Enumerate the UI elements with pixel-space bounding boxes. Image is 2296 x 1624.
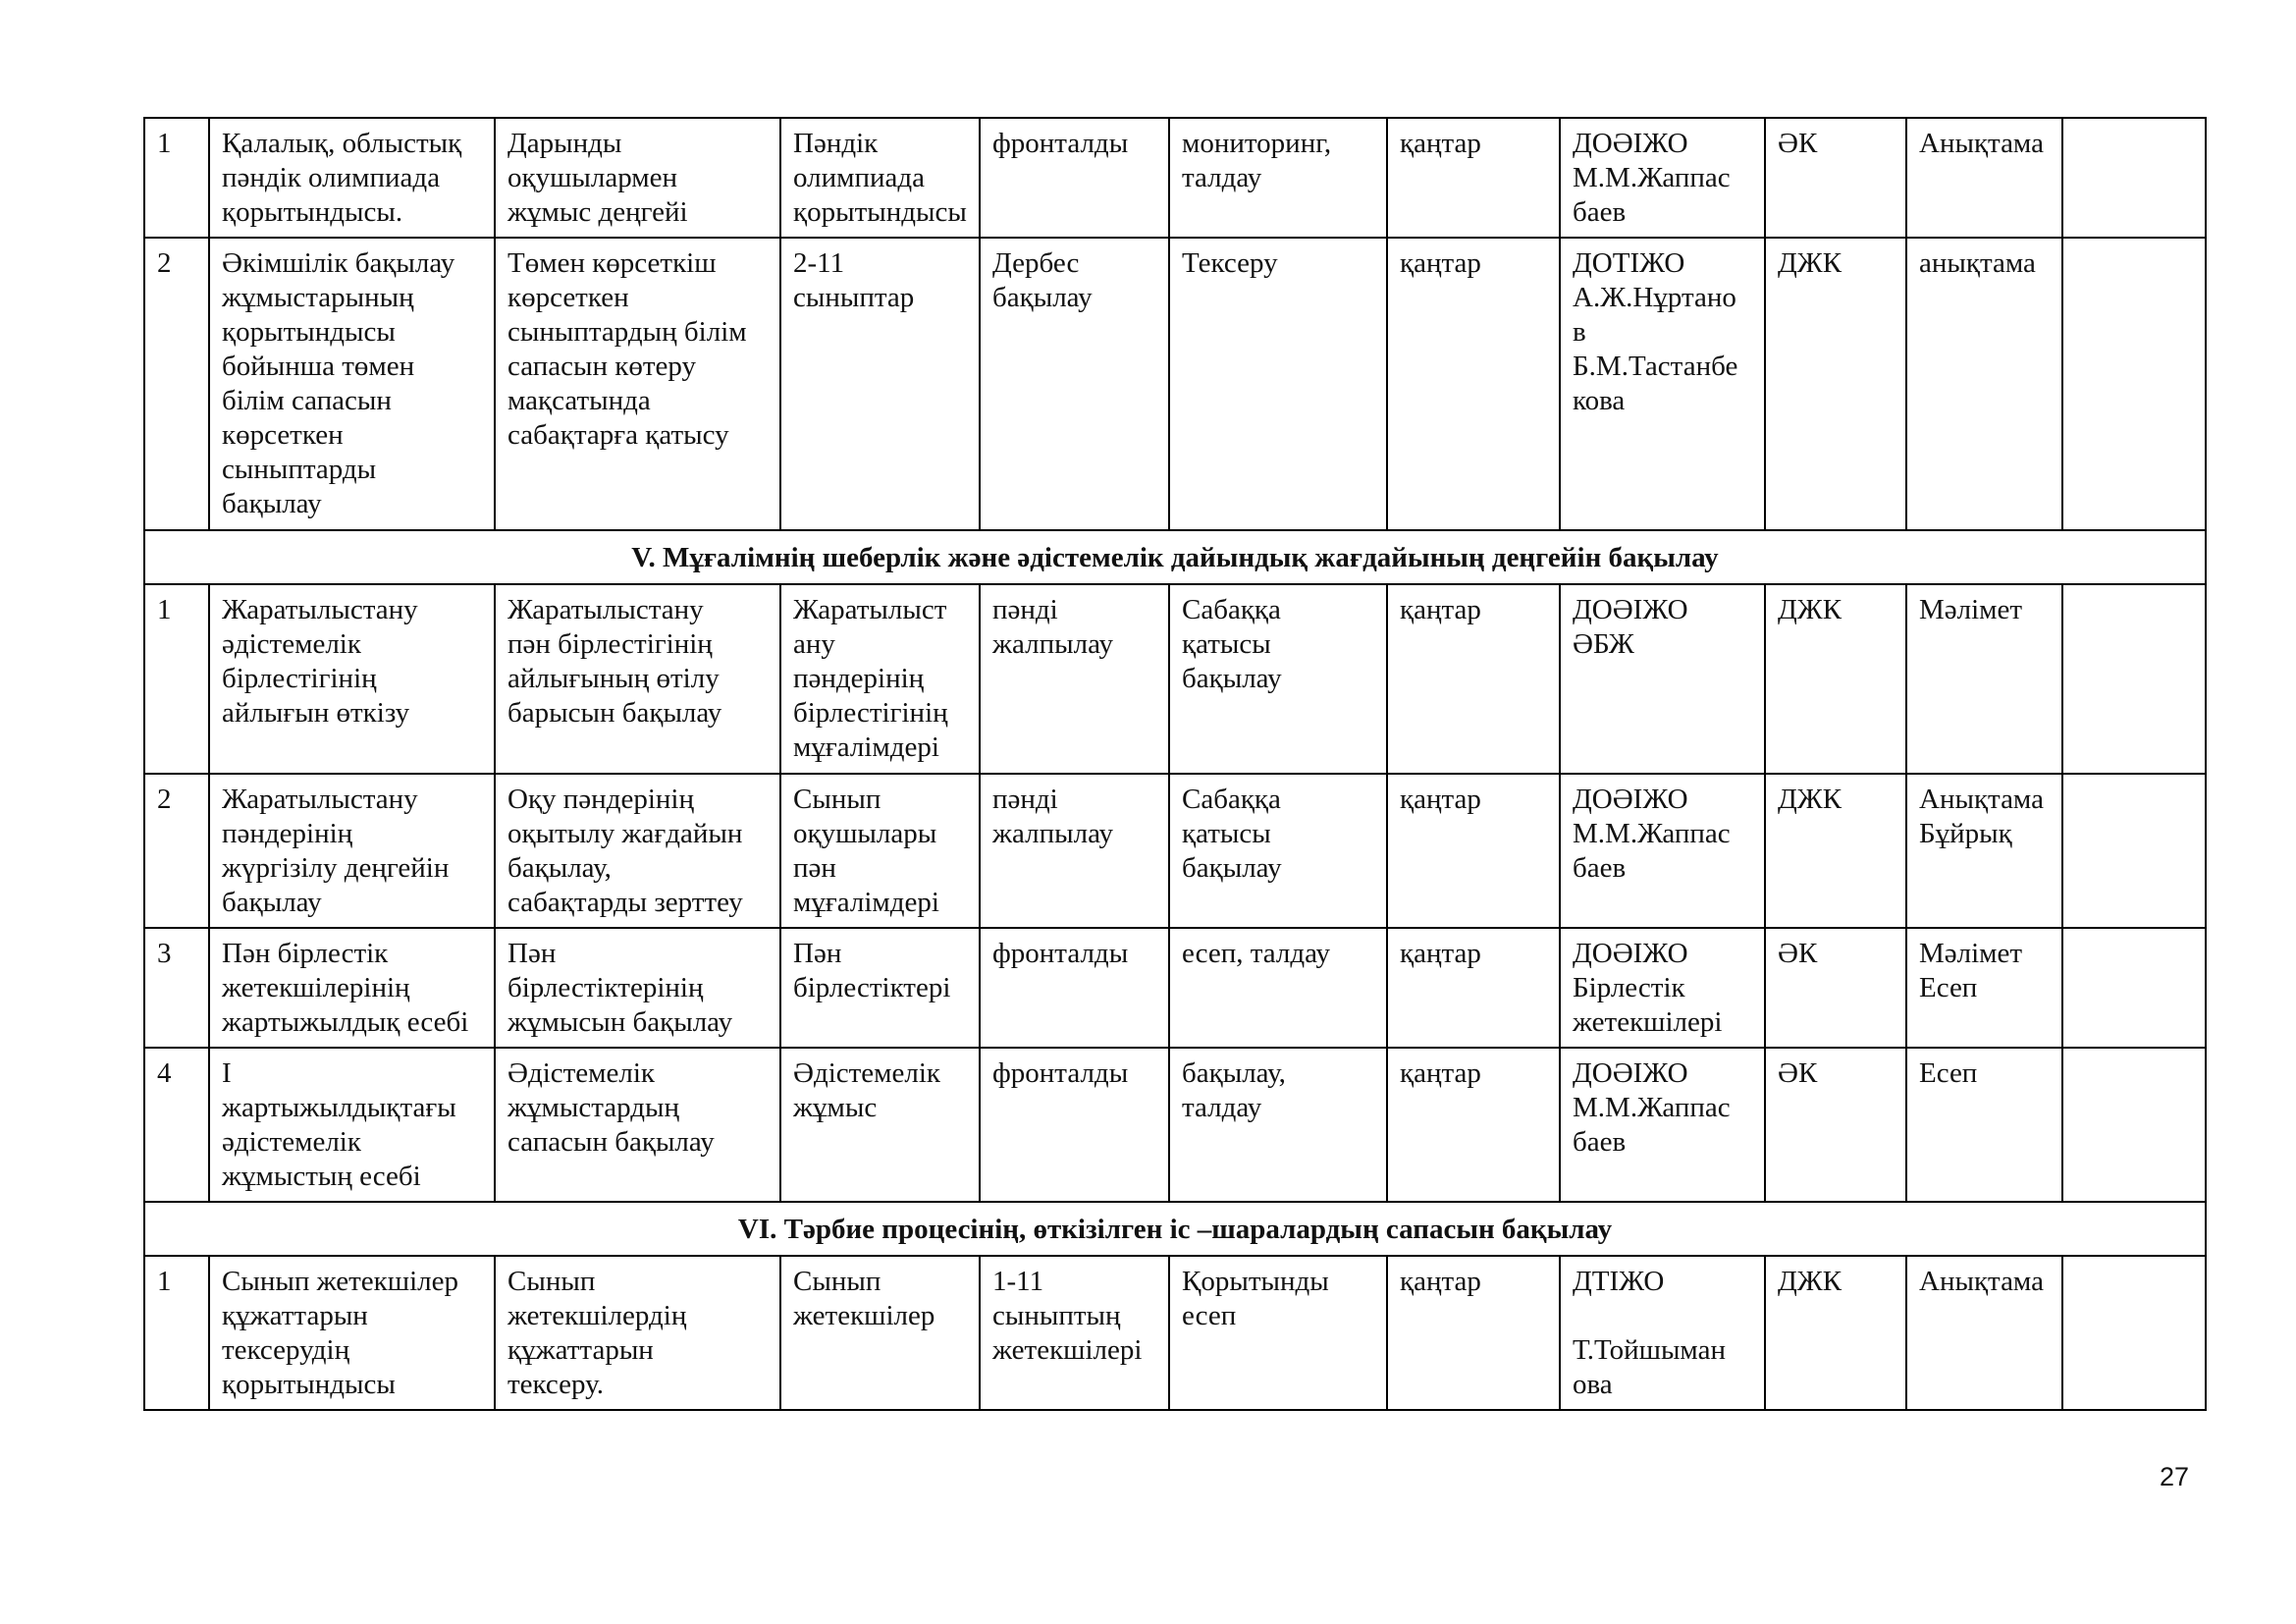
cell-line <box>2075 937 2195 971</box>
cell-line: бақылау <box>1182 663 1282 694</box>
cell-line: в <box>1573 316 1586 348</box>
cell-line: Қалалық, облыстық <box>222 128 462 159</box>
cell-line: ДОӘІЖО <box>1573 784 1688 815</box>
cell-line: ДОӘІЖО <box>1573 1057 1688 1089</box>
cell-line <box>2075 246 2195 281</box>
cell-line: Анықтама <box>1919 1266 2044 1297</box>
cell-line: жартыжылдық есебі <box>222 1006 469 1038</box>
cell-method <box>1169 1048 1387 1202</box>
table-row <box>144 584 2206 774</box>
cell-line: І <box>222 1057 232 1089</box>
cell-extra <box>2062 238 2206 530</box>
cell-line: пәнді <box>992 784 1058 815</box>
cell-place <box>1765 238 1906 530</box>
cell-content <box>209 584 495 774</box>
cell-line: бақылау <box>992 282 1093 313</box>
cell-date <box>1387 1256 1560 1410</box>
cell-method <box>1169 1256 1387 1410</box>
cell-num: 2 <box>144 238 209 530</box>
cell-line: пәндік олимпиада <box>222 162 441 193</box>
cell-result <box>1906 774 2062 928</box>
cell-line: Есеп <box>1919 1057 1978 1089</box>
cell-type <box>980 1048 1169 1202</box>
cell-line: талдау <box>1182 1092 1262 1123</box>
cell-num: 4 <box>144 1048 209 1202</box>
cell-line: Б.М.Тастанбе <box>1573 351 1738 382</box>
cell-line: жүргізілу деңгейін <box>222 852 450 884</box>
cell-line: Төмен көрсеткіш <box>507 247 717 279</box>
cell-content <box>209 1048 495 1202</box>
cell-line: ӘБЖ <box>1573 628 1634 660</box>
cell-line: ану <box>793 628 835 660</box>
cell-type <box>980 238 1169 530</box>
cell-line: баев <box>1573 1126 1627 1158</box>
cell-line: жұмыстарының <box>222 282 414 313</box>
cell-line: Сабаққа <box>1182 784 1281 815</box>
cell-place <box>1765 928 1906 1048</box>
cell-object <box>780 118 980 238</box>
cell-line: Сынып <box>793 1266 881 1297</box>
cell-line: ова <box>1573 1369 1613 1400</box>
cell-line: қаңтар <box>1400 247 1481 279</box>
cell-method <box>1169 774 1387 928</box>
cell-method <box>1169 118 1387 238</box>
cell-line: Т.Тойшыман <box>1573 1334 1726 1366</box>
cell-line: есеп <box>1182 1300 1237 1331</box>
cell-line: қаңтар <box>1400 594 1481 625</box>
cell-line: пәндерінің <box>222 818 353 849</box>
cell-type <box>980 1256 1169 1410</box>
cell-line: білім сапасын <box>222 385 392 416</box>
cell-line: жетекшілері <box>1573 1006 1723 1038</box>
section-header-row <box>144 530 2206 584</box>
cell-line: анықтама <box>1919 247 2036 279</box>
cell-line: қорытындысы <box>222 1369 396 1400</box>
cell-line: мақсатында <box>507 385 651 416</box>
cell-line: оқушылары <box>793 818 937 849</box>
cell-line: қаңтар <box>1400 128 1481 159</box>
cell-line: ДЖК <box>1778 594 1842 625</box>
cell-line: тексерудің <box>222 1334 350 1366</box>
cell-line: құжаттарын <box>222 1300 368 1331</box>
cell-content <box>209 928 495 1048</box>
cell-content <box>209 118 495 238</box>
cell-line: сыныптар <box>793 282 915 313</box>
cell-line: жетекшілері <box>992 1334 1143 1366</box>
cell-line: бірлестігінің <box>793 697 948 729</box>
cell-line: бақылау <box>1182 852 1282 884</box>
cell-line: Пән <box>507 938 557 969</box>
cell-line: ДОӘІЖО <box>1573 938 1688 969</box>
cell-num: 1 <box>144 1256 209 1410</box>
cell-line: 1-11 <box>992 1266 1044 1297</box>
cell-line: фронталды <box>992 938 1129 969</box>
cell-line: қорытындысы. <box>222 196 403 228</box>
cell-place <box>1765 1256 1906 1410</box>
cell-line: пән <box>793 852 836 884</box>
cell-content <box>209 1256 495 1410</box>
cell-line: жұмыс <box>793 1092 878 1123</box>
cell-line: Сынып жетекшілер <box>222 1266 458 1297</box>
cell-line: жетекшілер <box>793 1300 935 1331</box>
control-plan-table <box>143 117 2207 1411</box>
cell-line: сыныптарды <box>222 454 377 485</box>
cell-line: қорытындысы <box>793 196 967 228</box>
table-row <box>144 238 2206 530</box>
table-section-vi-header <box>144 1202 2206 1256</box>
cell-extra <box>2062 1256 2206 1410</box>
table-row <box>144 1256 2206 1410</box>
cell-extra <box>2062 118 2206 238</box>
cell-line: ӘК <box>1778 1057 1818 1089</box>
page-number: 27 <box>2159 1462 2189 1491</box>
cell-line: сабақтарды зерттеу <box>507 887 743 918</box>
cell-object <box>780 928 980 1048</box>
cell-line <box>1573 1299 1754 1333</box>
cell-line: айлығын өткізу <box>222 697 410 729</box>
cell-result <box>1906 118 2062 238</box>
cell-line: мониторинг, <box>1182 128 1332 159</box>
cell-line: бойынша төмен <box>222 351 415 382</box>
cell-line: бақылау <box>222 488 322 519</box>
cell-line: бақылау <box>222 887 322 918</box>
cell-line: Әдістемелік <box>507 1057 656 1089</box>
cell-line: пәндерінің <box>793 663 925 694</box>
cell-extra <box>2062 584 2206 774</box>
cell-line: жұмыс деңгейі <box>507 196 688 228</box>
cell-date <box>1387 774 1560 928</box>
cell-result <box>1906 584 2062 774</box>
cell-method <box>1169 584 1387 774</box>
cell-type <box>980 928 1169 1048</box>
cell-responsible <box>1560 118 1765 238</box>
cell-line: ӘК <box>1778 938 1818 969</box>
table-row <box>144 928 2206 1048</box>
cell-line: мұғалімдері <box>793 731 939 763</box>
cell-line: жетекшілерінің <box>222 972 410 1003</box>
cell-goal <box>495 118 780 238</box>
cell-line: қаңтар <box>1400 938 1481 969</box>
cell-line: кова <box>1573 385 1626 416</box>
cell-line: құжаттарын <box>507 1334 654 1366</box>
cell-line: Жаратылыстану <box>507 594 704 625</box>
cell-object <box>780 584 980 774</box>
cell-line: Оқу пәндерінің <box>507 784 694 815</box>
cell-line: қаңтар <box>1400 1266 1481 1297</box>
cell-goal <box>495 928 780 1048</box>
cell-result <box>1906 238 2062 530</box>
cell-line: Жаратылыст <box>793 594 947 625</box>
cell-line: Дарынды <box>507 128 622 159</box>
cell-line: Жаратылыстану <box>222 594 418 625</box>
cell-type <box>980 584 1169 774</box>
cell-extra <box>2062 774 2206 928</box>
cell-line: ДЖК <box>1778 247 1842 279</box>
cell-line: М.М.Жаппас <box>1573 818 1731 849</box>
cell-line: Әдістемелік <box>793 1057 941 1089</box>
cell-num: 1 <box>144 118 209 238</box>
cell-line: Мәлімет <box>1919 594 2023 625</box>
cell-line: Сынып <box>507 1266 596 1297</box>
table-row <box>144 774 2206 928</box>
cell-object <box>780 238 980 530</box>
cell-line: Тексеру <box>1182 247 1278 279</box>
cell-responsible <box>1560 1048 1765 1202</box>
cell-line: Сынып <box>793 784 881 815</box>
cell-line: барысын бақылау <box>507 697 722 729</box>
cell-goal <box>495 238 780 530</box>
cell-line: Анықтама <box>1919 784 2044 815</box>
cell-line: көрсеткен <box>222 419 344 451</box>
cell-line: сыныптың <box>992 1300 1121 1331</box>
cell-line: әдістемелік <box>222 628 361 660</box>
cell-method <box>1169 238 1387 530</box>
cell-line: ДТІЖО <box>1573 1266 1665 1297</box>
section-vi-title: VI. Тәрбие процесінің, өткізілген іс –шаралардың сапасын бақылау <box>144 1202 2206 1256</box>
cell-content <box>209 238 495 530</box>
cell-responsible <box>1560 774 1765 928</box>
cell-line: Анықтама <box>1919 128 2044 159</box>
cell-line: бірлестіктері <box>793 972 951 1003</box>
cell-result <box>1906 1256 2062 1410</box>
cell-object <box>780 774 980 928</box>
cell-line: ӘК <box>1778 128 1818 159</box>
cell-line: бірлестіктерінің <box>507 972 704 1003</box>
cell-date <box>1387 928 1560 1048</box>
cell-line: оқытылу жағдайын <box>507 818 743 849</box>
cell-line: ДОӘІЖО <box>1573 128 1688 159</box>
cell-line: М.М.Жаппас <box>1573 1092 1731 1123</box>
cell-line: айлығының өтілу <box>507 663 720 694</box>
cell-line: қаңтар <box>1400 784 1481 815</box>
cell-line: А.Ж.Нұртано <box>1573 282 1736 313</box>
cell-responsible <box>1560 928 1765 1048</box>
cell-date <box>1387 118 1560 238</box>
cell-date <box>1387 584 1560 774</box>
cell-line: мұғалімдері <box>793 887 939 918</box>
cell-date <box>1387 1048 1560 1202</box>
cell-line: жалпылау <box>992 818 1114 849</box>
cell-line: Бұйрық <box>1919 818 2012 849</box>
cell-place <box>1765 584 1906 774</box>
cell-line <box>2075 783 2195 817</box>
cell-line: ДЖК <box>1778 1266 1842 1297</box>
cell-object <box>780 1256 980 1410</box>
cell-line: пәнді <box>992 594 1058 625</box>
cell-line: жұмысын бақылау <box>507 1006 733 1038</box>
cell-responsible <box>1560 1256 1765 1410</box>
cell-line: Әкімшілік бақылау <box>222 247 455 279</box>
cell-line: Бірлестік <box>1573 972 1685 1003</box>
cell-line: Жаратылыстану <box>222 784 418 815</box>
cell-content <box>209 774 495 928</box>
cell-result <box>1906 928 2062 1048</box>
cell-line: М.М.Жаппас <box>1573 162 1731 193</box>
cell-line: баев <box>1573 196 1627 228</box>
cell-line: жұмыстардың <box>507 1092 680 1123</box>
cell-line: жартыжылдықтағы <box>222 1092 456 1123</box>
cell-line: ДОӘІЖО <box>1573 594 1688 625</box>
cell-line: фронталды <box>992 1057 1129 1089</box>
cell-line: баев <box>1573 852 1627 884</box>
cell-line: қатысы <box>1182 818 1271 849</box>
cell-line: қаңтар <box>1400 1057 1481 1089</box>
cell-line: 2-11 <box>793 247 845 279</box>
cell-method <box>1169 928 1387 1048</box>
cell-line: бірлестігінің <box>222 663 377 694</box>
cell-line: олимпиада <box>793 162 925 193</box>
cell-line: Пәндік <box>793 128 879 159</box>
table-section-v <box>144 584 2206 1202</box>
cell-line: сапасын көтеру <box>507 351 696 382</box>
cell-line: Есеп <box>1919 972 1978 1003</box>
table-row <box>144 1048 2206 1202</box>
table-section-top <box>144 118 2206 530</box>
cell-extra <box>2062 928 2206 1048</box>
cell-line: жалпылау <box>992 628 1114 660</box>
cell-line: пән бірлестігінің <box>507 628 713 660</box>
cell-line: жетекшілердің <box>507 1300 687 1331</box>
cell-line: қатысы <box>1182 628 1271 660</box>
cell-num: 2 <box>144 774 209 928</box>
cell-line: Сабаққа <box>1182 594 1281 625</box>
cell-line <box>2075 1265 2195 1299</box>
cell-line: талдау <box>1182 162 1262 193</box>
cell-line: қорытындысы <box>222 316 396 348</box>
cell-line: жұмыстың есебі <box>222 1161 421 1192</box>
cell-line: Пән бірлестік <box>222 938 389 969</box>
cell-num: 3 <box>144 928 209 1048</box>
cell-line: әдістемелік <box>222 1126 361 1158</box>
cell-responsible <box>1560 238 1765 530</box>
cell-line: көрсеткен <box>507 282 629 313</box>
cell-line: сабақтарға қатысу <box>507 419 729 451</box>
cell-object <box>780 1048 980 1202</box>
cell-line <box>2075 1056 2195 1091</box>
table-section-vi <box>144 1256 2206 1410</box>
section-header-row <box>144 1202 2206 1256</box>
cell-line: оқушылармен <box>507 162 678 193</box>
cell-line: Пән <box>793 938 842 969</box>
cell-extra <box>2062 1048 2206 1202</box>
section-v-title: V. Мұғалімнің шеберлік және әдістемелік дайындық жағдайының деңгейін бақылау <box>144 530 2206 584</box>
cell-goal <box>495 1256 780 1410</box>
cell-goal <box>495 1048 780 1202</box>
cell-line: ДЖК <box>1778 784 1842 815</box>
cell-line: бақылау, <box>507 852 612 884</box>
cell-line: тексеру. <box>507 1369 604 1400</box>
cell-line <box>2075 593 2195 627</box>
cell-line: Қорытынды <box>1182 1266 1329 1297</box>
cell-line <box>2075 127 2195 161</box>
table-row <box>144 118 2206 238</box>
cell-line: Дербес <box>992 247 1080 279</box>
table-section-v-header <box>144 530 2206 584</box>
cell-line: есеп, талдау <box>1182 938 1330 969</box>
cell-num: 1 <box>144 584 209 774</box>
cell-responsible <box>1560 584 1765 774</box>
cell-line: сыныптардың білім <box>507 316 747 348</box>
cell-line: фронталды <box>992 128 1129 159</box>
cell-type <box>980 774 1169 928</box>
cell-place <box>1765 118 1906 238</box>
cell-type <box>980 118 1169 238</box>
cell-line: ДОТІЖО <box>1573 247 1685 279</box>
cell-line: сапасын бақылау <box>507 1126 715 1158</box>
cell-result <box>1906 1048 2062 1202</box>
cell-place <box>1765 1048 1906 1202</box>
cell-date <box>1387 238 1560 530</box>
cell-place <box>1765 774 1906 928</box>
cell-goal <box>495 584 780 774</box>
cell-goal <box>495 774 780 928</box>
cell-line: Мәлімет <box>1919 938 2023 969</box>
cell-line: бақылау, <box>1182 1057 1286 1089</box>
